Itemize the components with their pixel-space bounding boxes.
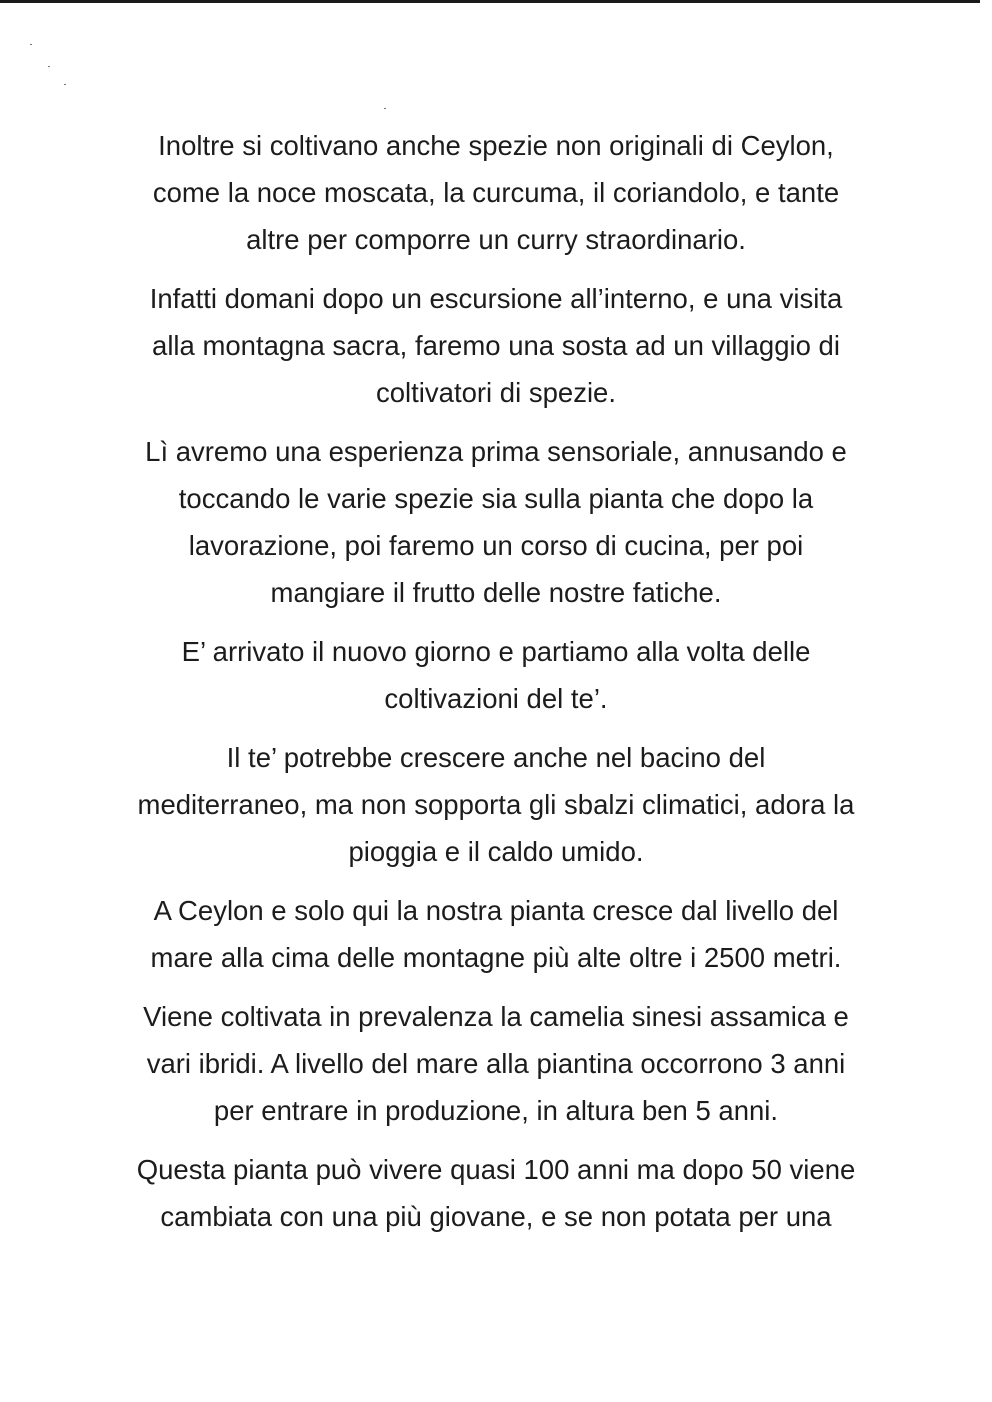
text-line: pioggia e il caldo umido. <box>348 836 644 867</box>
body-text <box>40 122 952 1252</box>
text-line: vari ibridi. A livello del mare alla piantina occorrono 3 anni <box>146 1048 846 1079</box>
text-line: come la noce moscata, la curcuma, il coriandolo, e tante <box>152 177 840 208</box>
paragraph-7 <box>40 993 952 1134</box>
top-border-line <box>0 0 980 3</box>
scan-speck <box>30 44 32 45</box>
text-line: Viene coltivata in prevalenza la camelia sinesi assamica e <box>143 1001 849 1032</box>
paragraph-3 <box>40 428 952 616</box>
text-line: cambiata con una più giovane, e se non potata per una <box>160 1201 832 1232</box>
paragraph-8 <box>40 1146 952 1240</box>
text-line: alla montagna sacra, faremo una sosta ad un villaggio di <box>152 330 840 361</box>
paragraph-6 <box>40 887 952 981</box>
text-line: lavorazione, poi faremo un corso di cucina, per poi <box>188 530 804 561</box>
text-line: coltivatori di spezie. <box>376 377 616 408</box>
scan-speck <box>384 108 386 109</box>
scan-speck <box>64 84 66 85</box>
paragraph-5 <box>40 734 952 875</box>
text-line: mare alla cima delle montagne più alte oltre i 2500 metri. <box>150 942 842 973</box>
text-line: Inoltre si coltivano anche spezie non originali di Ceylon, <box>158 130 834 161</box>
text-line: toccando le varie spezie sia sulla pianta che dopo la <box>178 483 814 514</box>
text-line: per entrare in produzione, in altura ben 5 anni. <box>213 1095 779 1126</box>
paragraph-1 <box>40 122 952 263</box>
text-line: A Ceylon e solo qui la nostra pianta cresce dal livello del <box>153 895 839 926</box>
text-line: Il te’ potrebbe crescere anche nel bacino del <box>226 742 766 773</box>
text-line: altre per comporre un curry straordinario. <box>246 224 746 255</box>
paragraph-2 <box>40 275 952 416</box>
text-line: Questa pianta può vivere quasi 100 anni ma dopo 50 viene <box>136 1154 856 1185</box>
text-line: coltivazioni del te’. <box>384 683 608 714</box>
text-line: mangiare il frutto delle nostre fatiche. <box>270 577 722 608</box>
paragraph-4 <box>40 628 952 722</box>
text-line: mediterraneo, ma non sopporta gli sbalzi climatici, adora la <box>137 789 855 820</box>
text-line: Infatti domani dopo un escursione all’interno, e una visita <box>149 283 843 314</box>
text-line: Lì avremo una esperienza prima sensoriale, annusando e <box>145 436 847 467</box>
text-line: E’ arrivato il nuovo giorno e partiamo alla volta delle <box>181 636 811 667</box>
scan-speck <box>48 66 50 67</box>
